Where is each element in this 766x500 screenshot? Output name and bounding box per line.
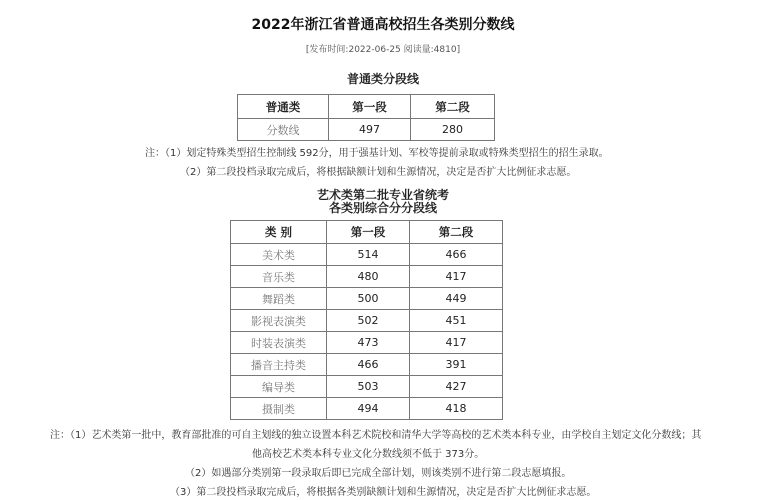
table-header-row (231, 221, 503, 244)
cell-first-segment: 502 (327, 310, 410, 332)
table-row (231, 398, 503, 420)
cell-first-segment: 514 (327, 244, 410, 266)
cell-first-segment: 466 (327, 354, 410, 376)
cell-second-segment: 417 (410, 332, 503, 354)
cell-second-segment: 391 (410, 354, 503, 376)
row-label: 美术类 (231, 244, 327, 266)
note1-line2: （2）第二段投档录取完成后，将根据缺额计划和生源情况，决定是否扩大比例征求志愿。 (180, 167, 577, 178)
row-label: 播音主持类 (231, 354, 327, 376)
table-row (231, 310, 503, 332)
note2-line1-cont: 他高校艺术类本科专业文化分数线须不低于 373分。 (252, 449, 485, 460)
table-header-row (238, 95, 495, 119)
cell-first-segment: 480 (327, 266, 410, 288)
row-label: 摄制类 (231, 398, 327, 420)
cell-second-segment: 280 (411, 119, 495, 141)
table-row (231, 244, 503, 266)
column-header: 第一段 (329, 95, 411, 119)
row-label: 影视表演类 (231, 310, 327, 332)
cell-first-segment: 500 (327, 288, 410, 310)
row-label: 分数线 (238, 119, 329, 141)
table1-title: 普通类分段线 (346, 72, 419, 86)
table2-title-line1: 艺术类第二批专业省统考 (316, 188, 449, 202)
general-cutoff-table (237, 94, 495, 141)
table-row (231, 376, 503, 398)
cell-first-segment: 473 (327, 332, 410, 354)
cell-second-segment: 417 (410, 266, 503, 288)
cell-first-segment: 503 (327, 376, 410, 398)
table2-title-line2: 各类别综合分分段线 (328, 201, 437, 215)
column-header: 第二段 (410, 221, 503, 244)
note2-line3: （3）第二段投档录取完成后，将根据各类别缺额计划和生源情况，决定是否扩大比例征求志愿。 (170, 487, 597, 498)
cell-second-segment: 451 (410, 310, 503, 332)
cell-first-segment: 497 (329, 119, 411, 141)
cell-second-segment: 466 (410, 244, 503, 266)
page-title: 2022年浙江省普通高校招生各类别分数线 (251, 17, 515, 33)
row-label: 时装表演类 (231, 332, 327, 354)
cell-second-segment: 427 (410, 376, 503, 398)
cell-second-segment: 449 (410, 288, 503, 310)
cell-first-segment: 494 (327, 398, 410, 420)
publish-meta: [发布时间:2022-06-25 阅读量:4810] (305, 45, 461, 55)
art-cutoff-table (230, 220, 503, 420)
row-label: 编导类 (231, 376, 327, 398)
cell-second-segment: 418 (410, 398, 503, 420)
table-row (231, 266, 503, 288)
row-label: 音乐类 (231, 266, 327, 288)
table-row (231, 332, 503, 354)
table-row (238, 119, 495, 141)
row-label: 舞蹈类 (231, 288, 327, 310)
note1-line1: 注：（1）划定特殊类型招生控制线 592分，用于强基计划、军校等提前录取或特殊类型招生的招生录取。 (145, 148, 609, 159)
column-header: 普通类 (238, 95, 329, 119)
table-row (231, 288, 503, 310)
note2-line1: 注：（1）艺术类第一批中，教育部批准的可自主划线的独立设置本科艺术院校和清华大学等高校的艺术类本科专业，由学校自主划定文化分数线；其 (50, 430, 702, 441)
note2-line2: （2）如遇部分类别第一段录取后即已完成全部计划，则该类别不进行第二段志愿填报。 (185, 468, 572, 479)
column-header: 第二段 (411, 95, 495, 119)
column-header: 第一段 (327, 221, 410, 244)
table-row (231, 354, 503, 376)
column-header: 类 别 (231, 221, 327, 244)
